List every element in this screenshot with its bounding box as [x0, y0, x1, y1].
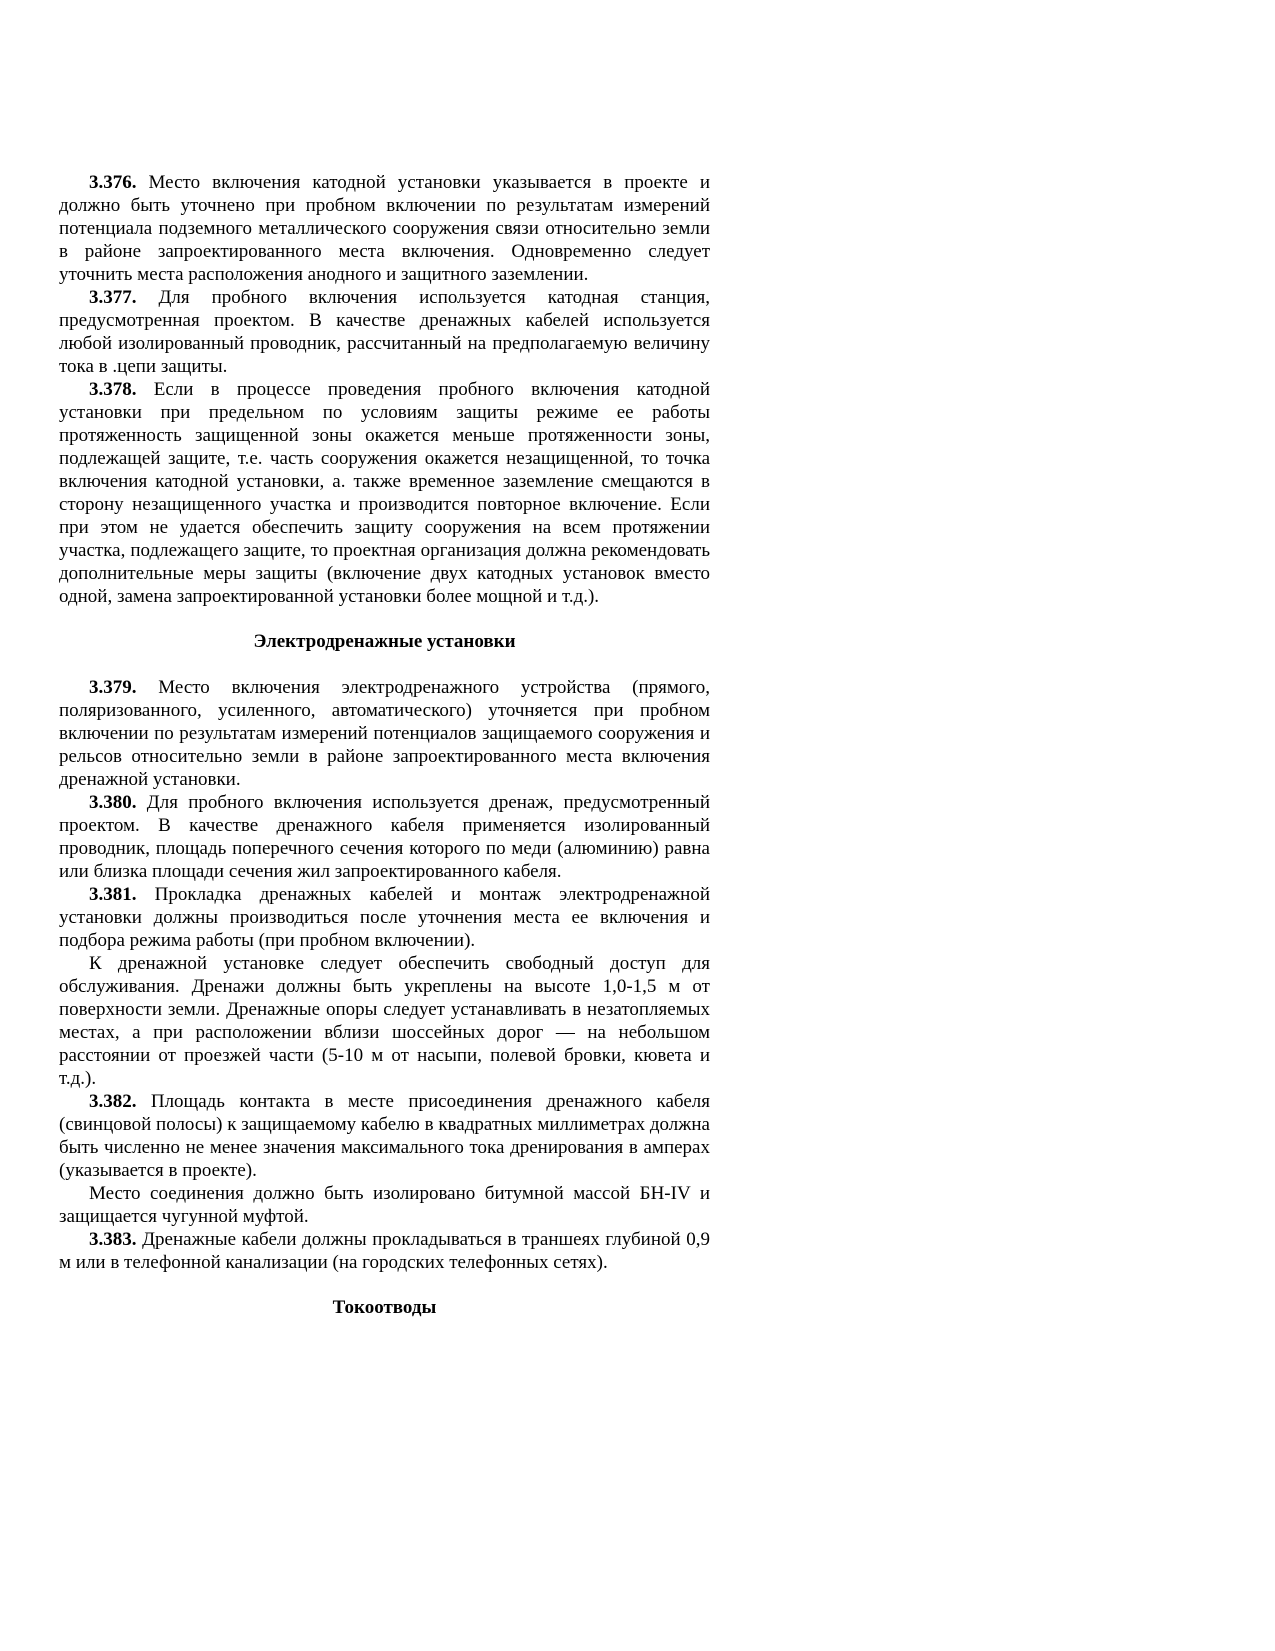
paragraph-text: Дренажные кабели должны прокладываться в траншеях глубиной 0,9 м или в телефонной канализации (на городских телефонных сетях). [59, 1229, 710, 1273]
paragraph-3-378 [59, 378, 710, 608]
paragraph-text: Для пробного включения используется дренаж, предусмотренный проектом. В качестве дренажного кабеля применяется изолированный проводник, площадь поперечного сечения которого по меди (алюминию) равна или близка площади сечения жил запроектированного кабеля. [59, 792, 710, 882]
paragraph-text: Место включения катодной установки указывается в проекте и должно быть уточнено при пробном включении по результатам измерений потенциала подземного металлического сооружения связи относительно земли в районе запроектированного места включения. Одновременно следует уточнить места расположения анодного и защитного заземлении. [59, 172, 710, 285]
paragraph-3-381 [59, 883, 710, 952]
paragraph-text: Для пробного включения используется катодная станция, предусмотренная проектом. В качестве дренажных кабелей используется любой изолированный проводник, рассчитанный на предполагаемую величину тока в .цепи защиты. [59, 287, 710, 377]
paragraph-text: Если в процессе проведения пробного включения катодной установки при предельном по условиям защиты режиме ее работы протяженность защищенной зоны окажется меньше протяженности зоны, подлежащей защите, т.е. часть сооружения окажется незащищенной, то точка включения катодной установки, а. также временное заземление смещаются в сторону незащищенного участка и производится повторное включение. Если при этом не удается обеспечить защиту сооружения на всем протяжении участка, подлежащего защите, то проектная организация должна рекомендовать дополнительные меры защиты (включение двух катодных установок вместо одной, замена запроектированной установки более мощной и т.д.). [59, 379, 710, 607]
paragraph-3-377 [59, 286, 710, 378]
paragraph-3-382 [59, 1090, 710, 1182]
paragraph-text: Прокладка дренажных кабелей и монтаж электродренажной установки должны производиться после уточнения места ее включения и подбора режима работы (при пробном включении). [59, 884, 710, 951]
paragraph-drainage-access [59, 952, 710, 1090]
paragraph-number: 3.383. [89, 1229, 137, 1250]
paragraph-text: Место включения электродренажного устройства (прямого, поляризованного, усиленного, автоматического) уточняется при пробном включении по результатам измерений потенциалов защищаемого сооружения и рельсов относительно земли в районе запроектированного места включения дренажной установки. [59, 677, 710, 790]
paragraph-number: 3.381. [89, 884, 137, 905]
paragraph-text: Место соединения должно быть изолировано битумной массой БН-IV и защищается чугунной муфтой. [59, 1183, 710, 1227]
paragraph-text: К дренажной установке следует обеспечить свободный доступ для обслуживания. Дренажи должны быть укреплены на высоте 1,0-1,5 м от поверхности земли. Дренажные опоры следует устанавливать в незатопляемых местах, а при расположении вблизи шоссейных дорог — на небольшом расстоянии от проезжей части (5-10 м от насыпи, полевой бровки, кювета и т.д.). [59, 953, 710, 1089]
section-heading-current-leads: Токоотводы [332, 1297, 437, 1318]
document-page [59, 171, 710, 1319]
paragraph-3-379 [59, 676, 710, 791]
paragraph-3-380 [59, 791, 710, 883]
paragraph-number: 3.378. [89, 379, 137, 400]
paragraph-3-383 [59, 1228, 710, 1274]
section-heading-electrodrainage: Электродренажные установки [253, 631, 516, 652]
paragraph-number: 3.377. [89, 287, 137, 308]
paragraph-number: 3.379. [89, 677, 137, 698]
paragraph-joint-insulation [59, 1182, 710, 1228]
paragraph-number: 3.380. [89, 792, 137, 813]
paragraph-3-376 [59, 171, 710, 286]
paragraph-number: 3.376. [89, 172, 137, 193]
paragraph-number: 3.382. [89, 1091, 137, 1112]
paragraph-text: Площадь контакта в месте присоединения дренажного кабеля (свинцовой полосы) к защищаемому кабелю в квадратных миллиметрах должна быть численно не менее значения максимального тока дренирования в амперах (указывается в проекте). [59, 1091, 710, 1181]
